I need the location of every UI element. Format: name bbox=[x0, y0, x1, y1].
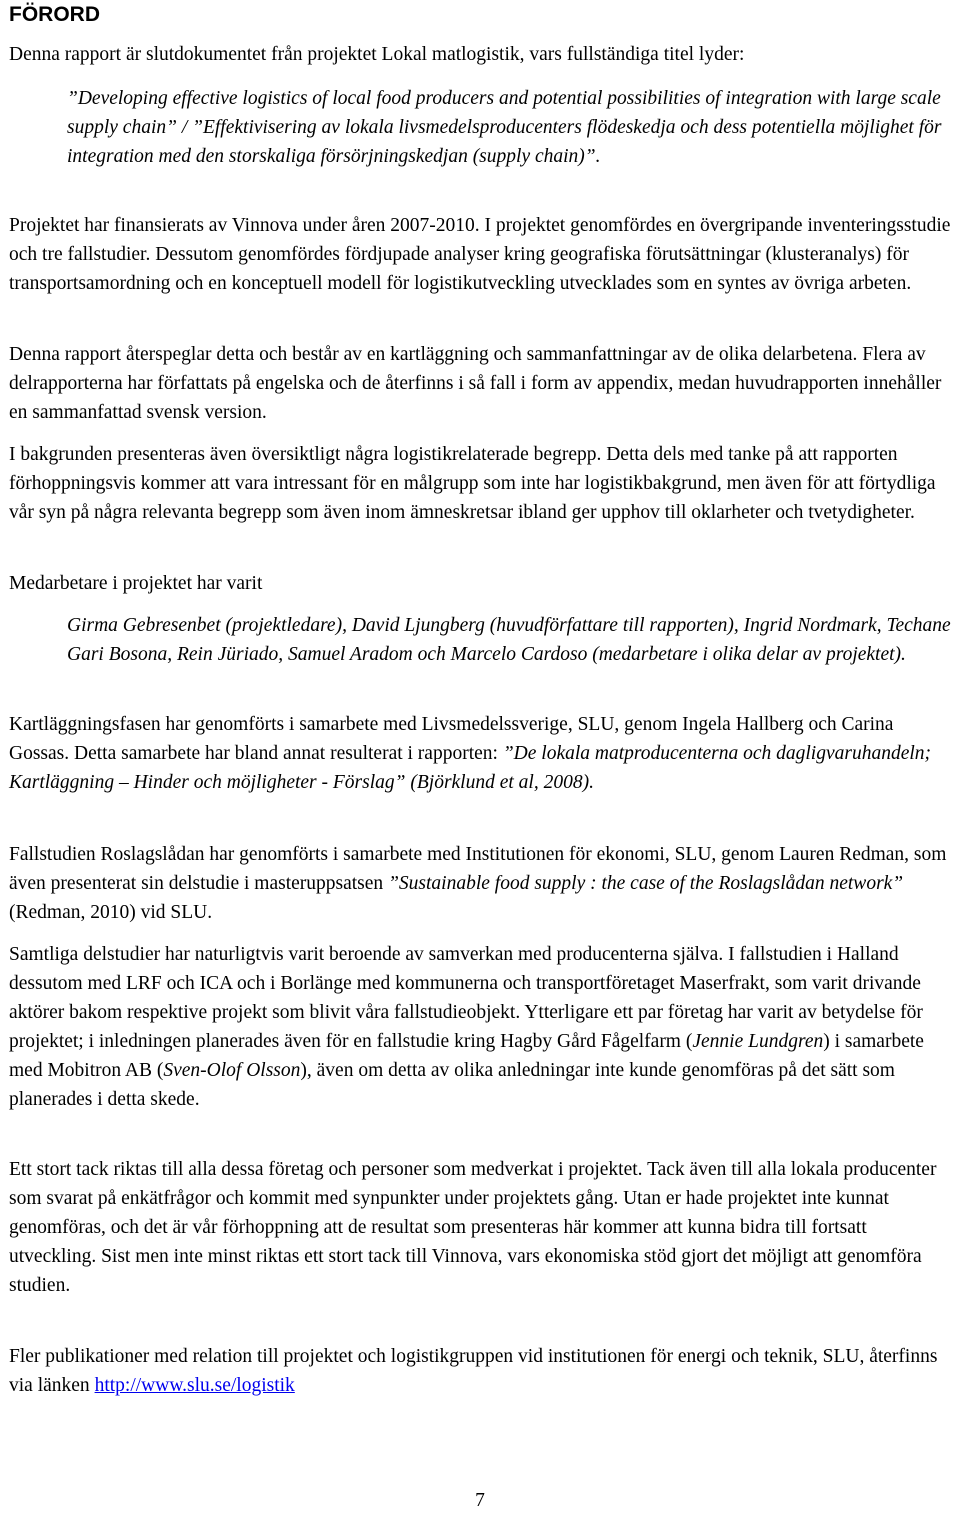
project-title-quote: ”Developing effective logistics of local food producers and potential possibilities of integration with large scale supply chain” / ”Effektivisering av lokala livsmedelsproducenters flödeskedja och dess potentiella möjlighet för integration med den storskaliga försörjningskedjan (supply chain)”. bbox=[67, 88, 942, 167]
funding-paragraph: Projektet har finansierats av Vinnova under åren 2007-2010. I projektet genomfördes en övergripande inventeringsstudie och tre fallstudier. Dessutom genomfördes fördjupade analyser kring geografiska förutsättningar (klusteranalys) för transportsamordning och en konceptuell modell för logistikutveckling utvecklades som en syntes av övriga arbeten. bbox=[9, 215, 951, 294]
mapping-phase-paragraph: Kartläggningsfasen har genomförts i samarbete med Livsmedelssverige, SLU, genom Ingela Hallberg och Carina Gossas. Detta samarbete har bland annat resulterat i rapporten: ”De lokala matproducenterna och dagligvaruhandeln; Kartläggning – Hinder och möjligheter - Förslag” (Björklund et al, 2008). bbox=[9, 714, 932, 793]
page-number: 7 bbox=[475, 1490, 485, 1511]
contact-name: Sven-Olof Olsson bbox=[163, 1060, 301, 1081]
staff-intro: Medarbetare i projektet har varit bbox=[9, 573, 263, 594]
acknowledgements-paragraph: Ett stort tack riktas till alla dessa företag och personer som medverkat i projektet. Tack även till alla lokala producenter som svarat på enkätfrågor och kommit med synpunkter under projektets gång. Utan er hade projektet inte kunnat genomföras, och det är vår förhoppning att de resultat som presenteras här kommer att kunna bidra till fortsatt utveckling. Sist men inte minst riktas ett stort tack till Vinnova, vars ekonomiska stöd gjort det möjligt att genomföra studien. bbox=[9, 1159, 937, 1296]
publications-paragraph: Fler publikationer med relation till projektet och logistikgruppen vid institutionen för energi och teknik, SLU, återfinns via länken http://www.slu.se/logistik bbox=[9, 1346, 938, 1396]
case-study-roslagsladan-paragraph: Fallstudien Roslagslådan har genomförts i samarbete med Institutionen för ekonomi, SLU, genom Lauren Redman, som även presenterat sin delstudie i masteruppsatsen ”Sustainable food supply : the case of the Roslagslådan network” (Redman, 2010) vid SLU. bbox=[9, 844, 947, 923]
collaboration-paragraph: Samtliga delstudier har naturligtvis varit beroende av samverkan med producenterna själva. I fallstudien i Halland dessutom med LRF och ICA och i Borlänge med kommunerna och transportföretaget Maserfrakt, som varit drivande aktörer bakom respektive projekt som blivit våra fallstudieobjekt. Ytterligare ett par företag har varit av betydelse för projektet; i inledningen planerades även för en fallstudie kring Hagby Gård Fågelfarm (Jennie Lundgren) i samarbete med Mobitron AB (Sven-Olof Olsson), även om detta av olika anledningar inte kunde genomföras på det sätt som planerades i detta skede. bbox=[9, 944, 924, 1110]
staff-list: Girma Gebresenbet (projektledare), David Ljungberg (huvudförfattare till rapporten), Ingrid Nordmark, Techane Gari Bosona, Rein Jüriado, Samuel Aradom och Marcelo Cardoso (medarbetare i olika delar av projektet). bbox=[67, 615, 951, 665]
report-structure-paragraph: Denna rapport återspeglar detta och består av en kartläggning och sammanfattningar av de olika delarbetena. Flera av delrapporterna har författats på engelska och de återfinns i så fall i form av appendix, medan huvudrapporten innehåller en sammanfattad svensk version. bbox=[9, 344, 942, 423]
report-title-citation: ”De lokala matproducenterna och dagligvaruhandeln; Kartläggning – Hinder och möjligheter - Förslag” (Björklund et al, 2008). bbox=[9, 743, 932, 793]
slu-logistik-link[interactable]: http://www.slu.se/logistik bbox=[94, 1375, 295, 1396]
section-heading: FÖRORD bbox=[9, 3, 100, 26]
background-paragraph: I bakgrunden presenteras även översiktligt några logistikrelaterade begrepp. Detta dels med tanke på att rapporten förhoppningsvis kommer att vara intressant för en målgrupp som inte har logistikbakgrund, men även för att förtydliga vår syn på några relevanta begrepp som även inom ämneskretsar ibland ger upphov till oklarheter och tvetydigheter. bbox=[9, 444, 936, 523]
thesis-title: ”Sustainable food supply : the case of the Roslagslådan network” bbox=[388, 873, 904, 894]
contact-name: Jennie Lundgren bbox=[692, 1031, 824, 1052]
intro-paragraph: Denna rapport är slutdokumentet från projektet Lokal matlogistik, vars fullständiga titel lyder: bbox=[9, 44, 745, 65]
